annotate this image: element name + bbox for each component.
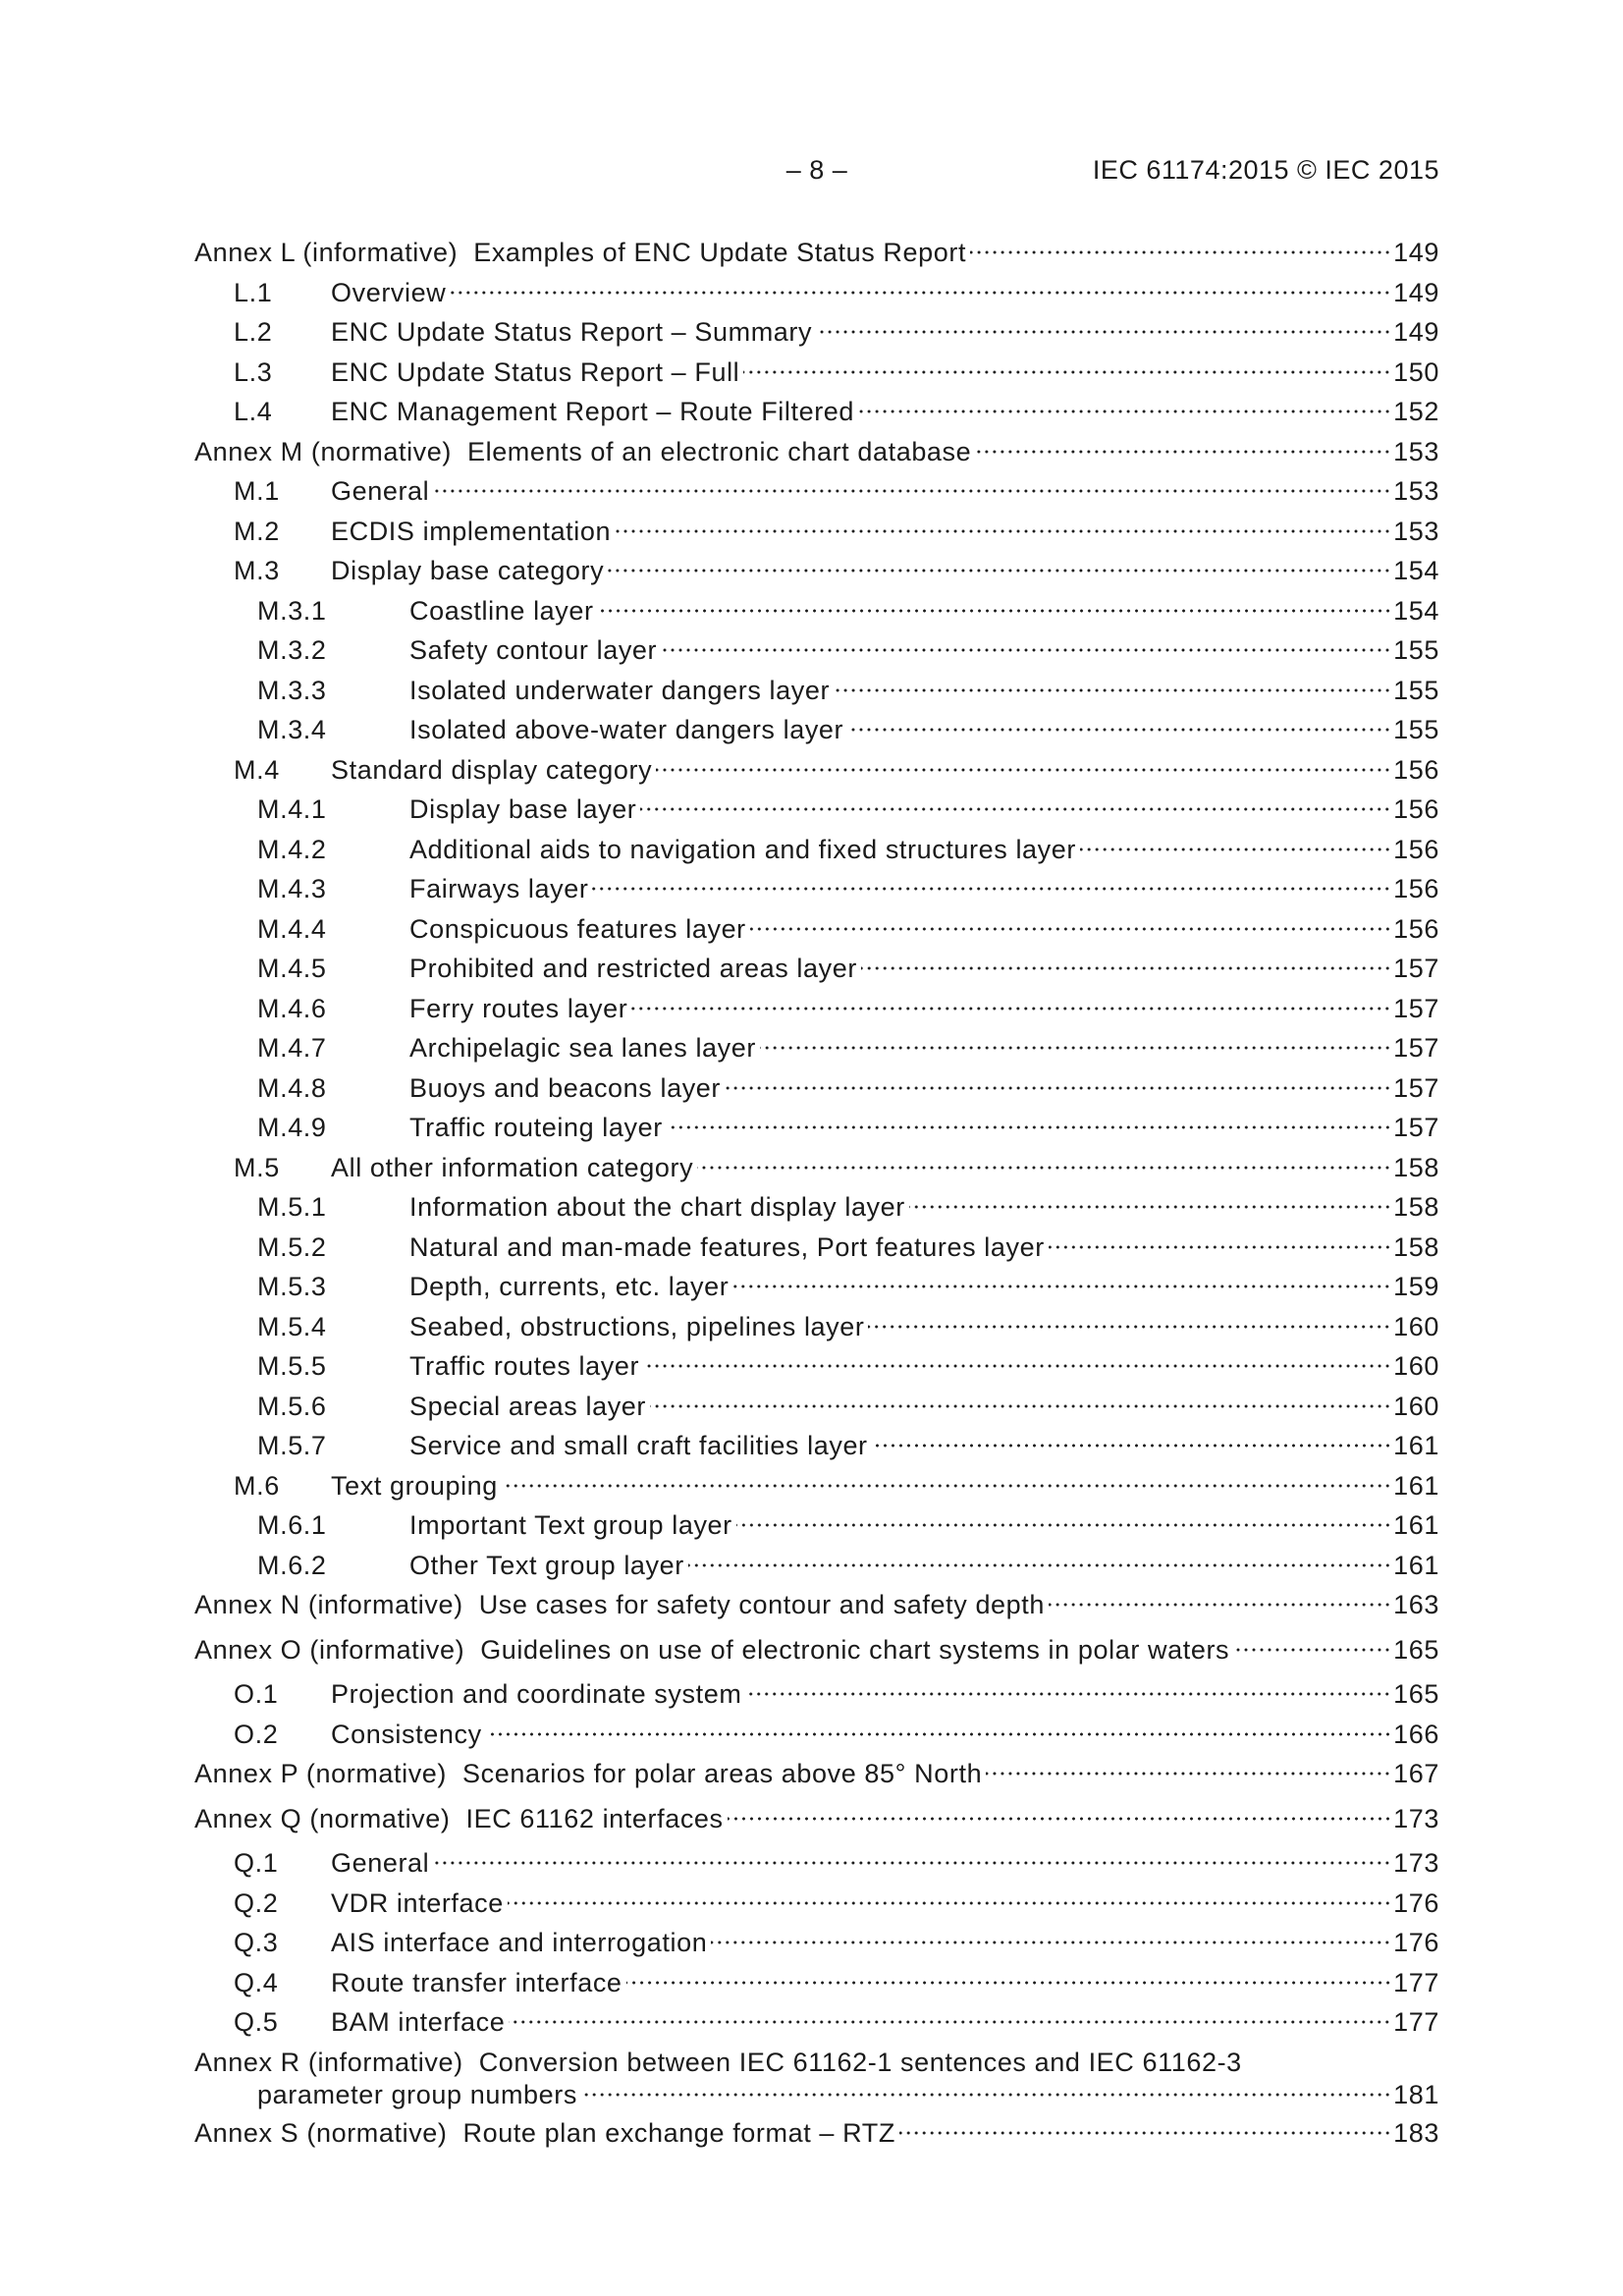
toc-entry-number: M.6.2 (257, 1550, 327, 1580)
toc-entry-page: 156 (1393, 794, 1439, 824)
dot-leader (847, 727, 1391, 733)
toc-entry[interactable] (194, 713, 1439, 753)
dot-leader (711, 1940, 1391, 1945)
toc-entry-page: 161 (1393, 1550, 1439, 1580)
toc-entry-number: O.2 (234, 1719, 279, 1749)
toc-entry-page: 159 (1393, 1272, 1439, 1301)
toc-entry-number: M.5.2 (257, 1231, 327, 1262)
toc-entry-page: 158 (1393, 1152, 1439, 1182)
toc-entry[interactable] (194, 1310, 1439, 1350)
toc-entry-title: VDR interface (331, 1887, 504, 1918)
toc-entry-title: Display base category (331, 556, 605, 585)
toc-entry-number: M.4.7 (257, 1033, 327, 1063)
toc-entry-title: Isolated underwater dangers layer (409, 675, 831, 705)
toc-entry-number: Q.5 (234, 2007, 279, 2037)
toc-entry-title: Archipelagic sea lanes layer (409, 1033, 756, 1063)
toc-entry-number: Q.2 (234, 1887, 279, 1918)
dot-leader (626, 1980, 1392, 1986)
toc-entry-title: Additional aids to navigation and fixed structures layer (409, 834, 1076, 864)
toc-entry-page: 167 (1393, 1759, 1439, 1788)
dot-leader (697, 1165, 1391, 1171)
toc-entry-number: M.1 (234, 476, 280, 506)
toc-entry-page: 177 (1393, 2007, 1439, 2037)
toc-entry-page: 156 (1393, 754, 1439, 785)
toc-entry-page: 157 (1393, 1033, 1439, 1063)
toc-entry[interactable] (194, 1508, 1439, 1549)
dot-leader (509, 2019, 1391, 2025)
dot-leader (643, 1363, 1391, 1369)
toc-entry-page: 149 (1393, 277, 1439, 307)
toc-entry-page: 160 (1393, 1391, 1439, 1421)
toc-entry-number: Q.4 (234, 1967, 279, 1997)
dot-leader (688, 1562, 1391, 1568)
dot-leader (508, 1900, 1391, 1906)
dot-leader (745, 1691, 1391, 1697)
toc-entry-page: 181 (1393, 2079, 1439, 2109)
dot-leader (909, 1204, 1391, 1210)
toc-entry-page: 149 (1393, 317, 1439, 347)
page-number: – 8 – (785, 155, 848, 185)
toc-entry[interactable] (194, 2005, 1439, 2046)
toc-entry-title: Guidelines on use of electronic chart systems in polar waters (480, 1634, 1230, 1665)
toc-entry-number: M.4.9 (257, 1113, 327, 1142)
toc-entry-title: General (331, 476, 430, 506)
toc-entry-title: Text grouping (331, 1470, 498, 1501)
toc-entry-number: Annex L (informative) (194, 238, 459, 267)
toc-entry-number: M.4.3 (257, 874, 327, 903)
toc-entry-title: Route transfer interface (331, 1967, 622, 1997)
toc-entry-title: Use cases for safety contour and safety depth (478, 1590, 1046, 1619)
toc-entry-number: M.2 (234, 516, 280, 546)
toc-entry-page: 154 (1393, 595, 1439, 626)
dot-leader (732, 1284, 1391, 1289)
toc-entry-title: Isolated above-water dangers layer (409, 715, 844, 744)
toc-entry-title: Traffic routes layer (409, 1351, 640, 1381)
toc-entry-page: 176 (1393, 1928, 1439, 1957)
toc-entry[interactable] (194, 315, 1439, 355)
toc-entry-page: 156 (1393, 913, 1439, 944)
toc-entry[interactable] (194, 1549, 1439, 1589)
toc-entry-page: 156 (1393, 874, 1439, 903)
toc-entry-page: 149 (1393, 238, 1439, 267)
toc-entry-title: Fairways layer (409, 874, 589, 903)
dot-leader (486, 1731, 1391, 1737)
toc-entry[interactable] (194, 1469, 1439, 1509)
toc-entry-page: 156 (1393, 834, 1439, 864)
toc-entry-title: Important Text group layer (409, 1510, 732, 1540)
toc-entry-title: Standard display category (331, 754, 653, 785)
toc-entry-number: Q.1 (234, 1848, 279, 1878)
toc-entry[interactable] (194, 435, 1439, 475)
toc-entry-page: 157 (1393, 1072, 1439, 1103)
toc-entry[interactable] (194, 355, 1439, 396)
toc-entry-number: Annex S (normative) (194, 2117, 448, 2148)
toc-entry-title: Consistency (331, 1719, 482, 1749)
toc-entry[interactable] (194, 236, 1439, 276)
toc-entry[interactable] (194, 833, 1439, 873)
dot-leader (760, 1045, 1391, 1051)
toc-entry[interactable] (194, 952, 1439, 992)
toc-entry-number: M.4.5 (257, 954, 327, 983)
toc-entry-number: M.4.2 (257, 834, 327, 864)
toc-entry[interactable] (194, 1757, 1439, 1797)
toc-entry-title: Examples of ENC Update Status Report (473, 238, 967, 267)
dot-leader (899, 2130, 1391, 2136)
toc-entry-page: 150 (1393, 356, 1439, 387)
toc-entry-page: 158 (1393, 1192, 1439, 1222)
toc-entry-number: M.6.1 (257, 1510, 327, 1540)
dot-leader (872, 1443, 1391, 1449)
toc-entry-number: Annex P (normative) (194, 1759, 448, 1788)
toc-entry[interactable] (194, 674, 1439, 714)
dot-leader (581, 2092, 1391, 2098)
toc-entry-number: L.3 (234, 356, 273, 387)
dot-leader (615, 528, 1391, 534)
toc-entry-title: Depth, currents, etc. layer (409, 1272, 730, 1301)
toc-entry[interactable] (194, 554, 1439, 594)
toc-entry[interactable] (194, 1071, 1439, 1112)
toc-entry-title: Elements of an electronic chart database (466, 436, 972, 466)
toc-entry-title: Projection and coordinate system (331, 1679, 742, 1709)
dot-leader (640, 806, 1391, 812)
toc-entry-page: 155 (1393, 675, 1439, 705)
toc-entry[interactable] (194, 1429, 1439, 1469)
toc-entry[interactable] (194, 395, 1439, 435)
dot-leader (725, 1085, 1391, 1091)
dot-leader (736, 1522, 1391, 1528)
dot-leader (1049, 1602, 1391, 1608)
toc-entry[interactable] (194, 1270, 1439, 1310)
toc-entry-page: 165 (1393, 1679, 1439, 1709)
toc-entry-title-continued: parameter group numbers (257, 2079, 577, 2109)
toc-entry-title: IEC 61162 interfaces (465, 1803, 724, 1833)
toc-entry-title: Buoys and beacons layer (409, 1072, 721, 1103)
toc-entry-page: 153 (1393, 516, 1439, 546)
toc-entry-page: 161 (1393, 1470, 1439, 1501)
dot-leader (667, 1124, 1391, 1130)
toc-entry[interactable] (194, 1588, 1439, 1628)
dot-leader (750, 926, 1391, 932)
toc-entry-title: Prohibited and restricted areas layer (409, 954, 857, 983)
toc-entry-title: General (331, 1848, 430, 1878)
toc-entry-title: Display base layer (409, 794, 637, 824)
toc-entry[interactable] (194, 276, 1439, 316)
toc-entry-number: M.4.4 (257, 913, 327, 944)
toc-entry-page: 173 (1393, 1848, 1439, 1878)
toc-entry-page: 155 (1393, 715, 1439, 744)
toc-entry[interactable] (194, 1926, 1439, 1966)
dot-leader (816, 329, 1391, 335)
toc-entry-number: M.5.1 (257, 1192, 327, 1222)
toc-entry-page: 157 (1393, 954, 1439, 983)
dot-leader (433, 488, 1391, 494)
toc-entry[interactable] (194, 1031, 1439, 1071)
toc-entry[interactable] (194, 1886, 1439, 1927)
dot-leader (433, 1860, 1391, 1866)
toc-entry[interactable] (194, 872, 1439, 912)
dot-leader (650, 1403, 1391, 1409)
dot-leader (592, 886, 1391, 892)
toc-entry-title: Overview (331, 277, 447, 307)
toc-entry-title: Route plan exchange format – RTZ (462, 2117, 895, 2148)
toc-entry-title: Safety contour layer (409, 635, 658, 665)
toc-entry-number: Annex R (informative) (194, 2047, 463, 2077)
toc-entry[interactable] (194, 753, 1439, 793)
toc-entry[interactable] (194, 912, 1439, 953)
toc-entry-title: Seabed, obstructions, pipelines layer (409, 1311, 865, 1341)
toc-entry-number: M.5.3 (257, 1272, 327, 1301)
dot-leader (598, 608, 1392, 614)
toc-entry-number: M.5.7 (257, 1431, 327, 1460)
toc-entry-title: Other Text group layer (409, 1550, 684, 1580)
dot-leader (728, 1816, 1391, 1822)
toc-entry[interactable] (194, 1230, 1439, 1271)
toc-entry-number: Annex N (informative) (194, 1590, 463, 1619)
toc-entry-page: 161 (1393, 1431, 1439, 1460)
toc-entry-title: BAM interface (331, 2007, 506, 2037)
toc-entry[interactable] (194, 474, 1439, 515)
toc-entry-number: Annex Q (normative) (194, 1803, 451, 1833)
toc-entry[interactable] (194, 1633, 1439, 1673)
toc-entry-page: 153 (1393, 476, 1439, 506)
toc-entry-page: 165 (1393, 1634, 1439, 1665)
dot-leader (450, 290, 1391, 296)
toc-entry-page: 158 (1393, 1231, 1439, 1262)
dot-leader (975, 449, 1391, 455)
toc-entry-title: Information about the chart display layer (409, 1192, 905, 1222)
toc-entry[interactable] (194, 1349, 1439, 1390)
document-reference: IEC 61174:2015 © IEC 2015 (1092, 155, 1439, 185)
toc-entry-title: ECDIS implementation (331, 516, 612, 546)
toc-entry-page: 160 (1393, 1351, 1439, 1381)
toc-entry-number: O.1 (234, 1679, 279, 1709)
toc-entry-number: M.3.2 (257, 635, 327, 665)
dot-leader (1080, 847, 1391, 852)
toc-entry-page: 160 (1393, 1311, 1439, 1341)
toc-entry-page: 154 (1393, 556, 1439, 585)
toc-entry-number: M.5.6 (257, 1391, 327, 1421)
dot-leader (1233, 1647, 1391, 1653)
toc-entry-number: Q.3 (234, 1928, 279, 1957)
toc-entry-page: 163 (1393, 1590, 1439, 1619)
toc-entry-number: Annex M (normative) (194, 436, 452, 466)
toc-entry-page: 155 (1393, 635, 1439, 665)
toc-entry-title: Service and small craft facilities layer (409, 1431, 868, 1460)
toc-entry[interactable] (194, 1111, 1439, 1151)
toc-entry[interactable] (194, 793, 1439, 833)
toc-entry-number: M.4.8 (257, 1072, 327, 1103)
toc-entry-page: 153 (1393, 436, 1439, 466)
toc-entry-title: Scenarios for polar areas above 85° North (462, 1759, 983, 1788)
toc-entry-number: M.3 (234, 556, 280, 585)
toc-entry-title: ENC Update Status Report – Full (331, 356, 740, 387)
dot-leader (858, 409, 1391, 414)
toc-entry-page: 157 (1393, 1113, 1439, 1142)
toc-entry[interactable] (194, 1846, 1439, 1886)
dot-leader (631, 1006, 1391, 1011)
toc-entry-number: M.3.1 (257, 595, 327, 626)
toc-entry-number: M.4 (234, 754, 280, 785)
dot-leader (656, 767, 1391, 773)
toc-entry[interactable] (194, 2116, 1439, 2157)
dot-leader (861, 965, 1391, 971)
table-of-contents (194, 236, 1439, 2156)
dot-leader (502, 1483, 1391, 1489)
toc-entry-title: Conspicuous features layer (409, 913, 746, 944)
toc-entry-page: 183 (1393, 2117, 1439, 2148)
toc-entry-number: L.1 (234, 277, 273, 307)
dot-leader (970, 249, 1391, 255)
toc-entry[interactable] (194, 1802, 1439, 1842)
toc-entry[interactable] (194, 1151, 1439, 1191)
toc-entry[interactable] (194, 515, 1439, 555)
dot-leader (986, 1771, 1391, 1777)
toc-entry-number: M.5.4 (257, 1311, 327, 1341)
toc-entry-page: 152 (1393, 397, 1439, 426)
toc-entry-title: Natural and man-made features, Port features layer (409, 1231, 1045, 1262)
toc-entry[interactable] (194, 1966, 1439, 2006)
toc-entry[interactable] (194, 1390, 1439, 1430)
toc-entry-number: M.3.4 (257, 715, 327, 744)
dot-leader (834, 687, 1391, 693)
toc-entry-number: M.4.6 (257, 993, 327, 1023)
toc-entry-number: M.5 (234, 1152, 280, 1182)
dot-leader (1049, 1244, 1391, 1250)
toc-entry-title: AIS interface and interrogation (331, 1928, 708, 1957)
toc-entry-page: 173 (1393, 1803, 1439, 1833)
toc-entry[interactable] (194, 594, 1439, 634)
dot-leader (743, 369, 1391, 375)
toc-entry-number: M.5.5 (257, 1351, 327, 1381)
toc-entry-number: M.3.3 (257, 675, 327, 705)
toc-entry-page: 177 (1393, 1967, 1439, 1997)
toc-entry-number: Annex O (informative) (194, 1634, 465, 1665)
toc-entry-number: M.6 (234, 1470, 280, 1501)
dot-leader (868, 1324, 1391, 1330)
page-header (194, 155, 1439, 191)
dot-leader (608, 568, 1391, 574)
toc-entry-title: Traffic routeing layer (409, 1113, 663, 1142)
toc-entry-title: ENC Update Status Report – Summary (331, 317, 813, 347)
toc-entry[interactable] (194, 633, 1439, 674)
toc-entry-page: 157 (1393, 993, 1439, 1023)
toc-entry-title: Ferry routes layer (409, 993, 628, 1023)
toc-entry-title: All other information category (331, 1152, 694, 1182)
toc-entry[interactable] (194, 1718, 1439, 1758)
toc-entry[interactable] (194, 2046, 1439, 2114)
toc-entry-title: Coastline layer (409, 595, 594, 626)
toc-entry[interactable] (194, 992, 1439, 1032)
toc-entry-page: 166 (1393, 1719, 1439, 1749)
toc-entry[interactable] (194, 1190, 1439, 1230)
toc-entry-number: L.2 (234, 317, 273, 347)
toc-entry[interactable] (194, 1677, 1439, 1718)
dot-leader (661, 647, 1391, 653)
toc-entry-title: ENC Management Report – Route Filtered (331, 397, 855, 426)
toc-entry-number: M.4.1 (257, 794, 327, 824)
toc-entry-page: 161 (1393, 1510, 1439, 1540)
toc-entry-title: Conversion between IEC 61162-1 sentences and IEC 61162-3 (478, 2047, 1242, 2077)
toc-entry-title: Special areas layer (409, 1391, 647, 1421)
toc-entry-page: 176 (1393, 1887, 1439, 1918)
toc-entry-number: L.4 (234, 397, 273, 426)
